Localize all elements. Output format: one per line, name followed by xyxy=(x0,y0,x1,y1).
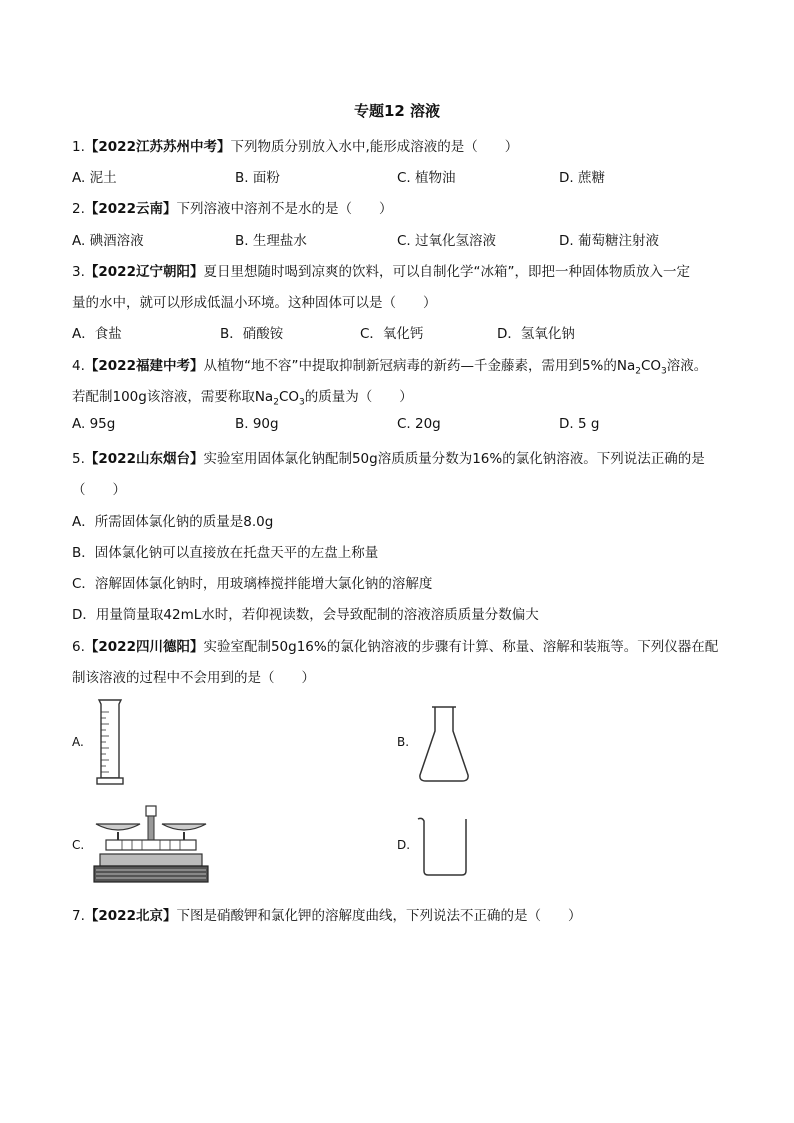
figure-label-d: D. xyxy=(397,838,411,852)
question-source: 【2022辽宁朝阳】 xyxy=(84,264,204,280)
question-source: 【2022福建中考】 xyxy=(84,358,204,374)
option-d: D. 5 g xyxy=(559,416,600,432)
option-d: D．用量筒量取42mL水时，若仰视读数，会导致配制的溶液溶质质量分数偏大 xyxy=(72,607,539,623)
question-6 xyxy=(72,635,718,655)
question-4-stem-line-2 xyxy=(72,385,413,408)
conical-flask-icon xyxy=(418,705,470,783)
option-d: D．氢氧化钠 xyxy=(497,326,575,342)
question-3-options xyxy=(72,322,732,342)
question-7 xyxy=(72,904,581,924)
question-stem-part: 若配制100g该溶液，需要称取Na xyxy=(72,389,274,405)
option-c: C. 植物油 xyxy=(397,170,456,186)
question-1 xyxy=(72,135,518,155)
option-d: D. 蔗糖 xyxy=(559,170,605,186)
question-number: 3. xyxy=(72,264,85,280)
question-stem: 下列物质分别放入水中,能形成溶液的是（ ） xyxy=(230,139,519,155)
question-source: 【2022北京】 xyxy=(84,908,177,924)
option-c: C．氧化钙 xyxy=(360,326,424,342)
question-source: 【2022江苏苏州中考】 xyxy=(84,139,231,155)
option-d: D. 葡萄糖注射液 xyxy=(559,233,659,249)
question-number: 2. xyxy=(72,201,85,217)
question-3 xyxy=(72,260,690,280)
question-source: 【2022云南】 xyxy=(84,201,177,217)
question-stem-part: 从植物“地不容”中提取抑制新冠病毒的新药—千金藤素，需用到5%的Na xyxy=(203,358,636,374)
question-5 xyxy=(72,447,705,467)
question-source: 【2022山东烟台】 xyxy=(84,451,204,467)
question-stem: 下列溶液中溶剂不是水的是（ ） xyxy=(176,201,393,217)
option-b: B. 面粉 xyxy=(235,170,280,186)
subscript: 2 xyxy=(635,366,641,377)
subscript: 3 xyxy=(299,397,305,408)
question-stem-line-1: 实验室配制50g16%的氯化钠溶液的步骤有计算、称量、溶解和装瓶等。下列仪器在配 xyxy=(203,639,719,655)
question-2 xyxy=(72,197,392,217)
question-stem-part: 的质量为（ ） xyxy=(304,389,413,405)
question-3-stem-line-2: 量的水中，就可以形成低温小环境。这种固体可以是（ ） xyxy=(72,295,437,311)
option-c: C．溶解固体氯化钠时，用玻璃棒搅拌能增大氯化钠的溶解度 xyxy=(72,576,433,592)
question-number: 5. xyxy=(72,451,85,467)
question-stem-part: 溶液。 xyxy=(666,358,708,374)
option-a: A. 泥土 xyxy=(72,170,117,186)
question-2-options xyxy=(72,229,732,249)
question-4 xyxy=(72,354,708,377)
beaker-icon xyxy=(416,815,472,877)
question-1-options xyxy=(72,166,732,186)
figure-label-c: C. xyxy=(72,838,85,852)
question-4-options xyxy=(72,416,732,436)
option-c: C. 过氧化氢溶液 xyxy=(397,233,497,249)
question-source: 【2022四川德阳】 xyxy=(84,639,204,655)
subscript: 3 xyxy=(661,366,667,377)
balance-scale-icon xyxy=(92,804,210,886)
question-6-stem-line-2: 制该溶液的过程中不会用到的是（ ） xyxy=(72,670,315,686)
question-number: 7. xyxy=(72,908,85,924)
option-a: A．食盐 xyxy=(72,326,122,342)
question-stem-part: CO xyxy=(278,389,300,405)
subscript: 2 xyxy=(273,397,279,408)
option-b: B．硝酸铵 xyxy=(220,326,284,342)
option-b: B. 90g xyxy=(235,416,279,432)
option-a: A. 95g xyxy=(72,416,116,432)
option-c: C. 20g xyxy=(397,416,441,432)
graduated-cylinder-icon xyxy=(95,698,125,788)
option-a: A．所需固体氯化钠的质量是8.0g xyxy=(72,514,274,530)
page-title: 专题12 溶液 xyxy=(353,102,441,120)
question-stem: 下图是硝酸钾和氯化钾的溶解度曲线，下列说法不正确的是（ ） xyxy=(176,908,582,924)
question-5-stem-line-2: （ ） xyxy=(72,482,126,498)
question-number: 1. xyxy=(72,139,85,155)
question-stem-line-1: 实验室用固体氯化钠配制50g溶质质量分数为16%的氯化钠溶液。下列说法正确的是 xyxy=(203,451,705,467)
question-stem-part: CO xyxy=(640,358,662,374)
option-a: A. 碘酒溶液 xyxy=(72,233,144,249)
option-b: B．固体氯化钠可以直接放在托盘天平的左盘上称量 xyxy=(72,545,379,561)
figure-label-a: A. xyxy=(72,735,84,749)
question-number: 4. xyxy=(72,358,85,374)
option-b: B. 生理盐水 xyxy=(235,233,307,249)
question-number: 6. xyxy=(72,639,85,655)
figure-label-b: B. xyxy=(397,735,410,749)
question-stem-line-1: 夏日里想随时喝到凉爽的饮料，可以自制化学“冰箱”，即把一种固体物质放入一定 xyxy=(203,264,690,280)
